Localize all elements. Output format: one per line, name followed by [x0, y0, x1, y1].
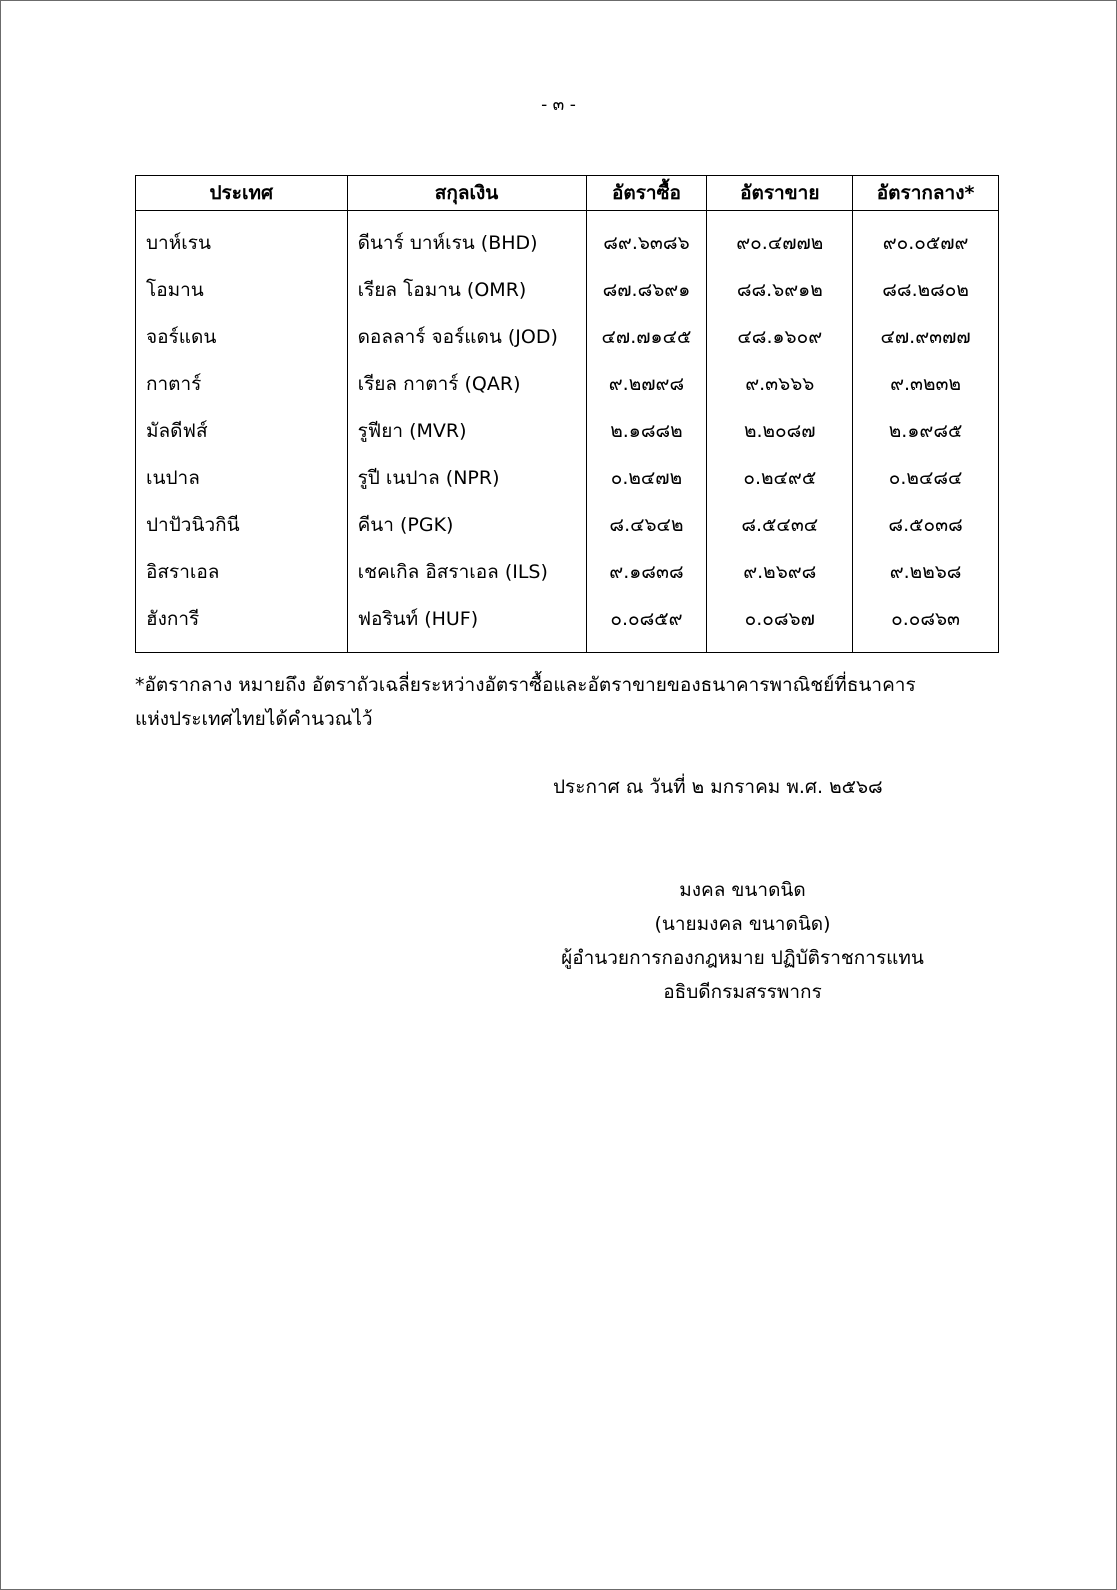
table-row — [136, 266, 999, 313]
cell-buy-rate: ๔๗.๗๑๔๕ — [586, 313, 707, 360]
footnote — [135, 668, 995, 736]
cell-buy-rate: ๐.๒๔๗๒ — [586, 454, 707, 501]
cell-mid-rate: ๙.๓๒๓๒ — [853, 360, 999, 407]
cell-country: บาห์เรน — [136, 211, 348, 267]
cell-country: อิสราเอล — [136, 548, 348, 595]
cell-sell-rate: ๐.๒๔๙๕ — [707, 454, 853, 501]
cell-mid-rate: ๔๗.๙๓๗๗ — [853, 313, 999, 360]
cell-mid-rate: ๒.๑๙๘๕ — [853, 407, 999, 454]
footnote-line-1: *อัตรากลาง หมายถึง อัตราถัวเฉลี่ยระหว่างอัตราซื้อและอัตราขายของธนาคารพาณิชย์ที่ธนาคาร — [135, 674, 916, 696]
cell-currency: เรียล กาตาร์ (QAR) — [347, 360, 586, 407]
cell-buy-rate: ๙.๑๘๓๘ — [586, 548, 707, 595]
signer-full-name: (นายมงคล ขนาดนิด) — [654, 913, 831, 935]
cell-country: โอมาน — [136, 266, 348, 313]
signer-position: ผู้อำนวยการกองกฎหมาย ปฏิบัติราชการแทน — [561, 947, 924, 969]
cell-buy-rate: ๒.๑๘๘๒ — [586, 407, 707, 454]
cell-sell-rate: ๙.๒๖๙๘ — [707, 548, 853, 595]
cell-country: จอร์แดน — [136, 313, 348, 360]
cell-sell-rate: ๙๐.๔๗๗๒ — [707, 211, 853, 267]
cell-country: เนปาล — [136, 454, 348, 501]
cell-mid-rate: ๘.๕๐๓๘ — [853, 501, 999, 548]
table-row — [136, 548, 999, 595]
footnote-line-2: แห่งประเทศไทยได้คำนวณไว้ — [135, 708, 373, 730]
announcement-date: ประกาศ ณ วันที่ ๒ มกราคม พ.ศ. ๒๕๖๘ — [553, 776, 883, 798]
cell-buy-rate: ๙.๒๗๙๘ — [586, 360, 707, 407]
cell-buy-rate: ๐.๐๘๕๙ — [586, 595, 707, 653]
cell-country: มัลดีฟส์ — [136, 407, 348, 454]
exchange-rate-table — [135, 175, 999, 653]
cell-country: ปาปัวนิวกินี — [136, 501, 348, 548]
cell-mid-rate: ๐.๒๔๘๔ — [853, 454, 999, 501]
page-number: - ๓ - — [541, 95, 576, 115]
cell-sell-rate: ๘๘.๖๙๑๒ — [707, 266, 853, 313]
cell-currency: รูฟียา (MVR) — [347, 407, 586, 454]
cell-sell-rate: ๙.๓๖๖๖ — [707, 360, 853, 407]
cell-currency: รูปี เนปาล (NPR) — [347, 454, 586, 501]
header-sell-rate: อัตราขาย — [707, 176, 853, 211]
signer-title: อธิบดีกรมสรรพากร — [663, 981, 822, 1003]
cell-country: ฮังการี — [136, 595, 348, 653]
table-row — [136, 454, 999, 501]
table-row — [136, 595, 999, 653]
cell-buy-rate: ๘๙.๖๓๘๖ — [586, 211, 707, 267]
cell-currency: เชคเกิล อิสราเอล (ILS) — [347, 548, 586, 595]
cell-currency: ฟอรินท์ (HUF) — [347, 595, 586, 653]
table-row — [136, 313, 999, 360]
cell-sell-rate: ๐.๐๘๖๗ — [707, 595, 853, 653]
cell-buy-rate: ๘๗.๘๖๙๑ — [586, 266, 707, 313]
cell-buy-rate: ๘.๔๖๔๒ — [586, 501, 707, 548]
header-mid-rate: อัตรากลาง* — [853, 176, 999, 211]
cell-mid-rate: ๐.๐๘๖๓ — [853, 595, 999, 653]
signer-name: มงคล ขนาดนิด — [679, 879, 806, 901]
cell-sell-rate: ๘.๕๔๓๔ — [707, 501, 853, 548]
header-country: ประเทศ — [136, 176, 348, 211]
table-row — [136, 360, 999, 407]
cell-sell-rate: ๔๘.๑๖๐๙ — [707, 313, 853, 360]
cell-currency: คีนา (PGK) — [347, 501, 586, 548]
cell-currency: ดอลลาร์ จอร์แดน (JOD) — [347, 313, 586, 360]
cell-currency: เรียล โอมาน (OMR) — [347, 266, 586, 313]
cell-currency: ดีนาร์ บาห์เรน (BHD) — [347, 211, 586, 267]
header-currency: สกุลเงิน — [347, 176, 586, 211]
cell-mid-rate: ๘๘.๒๘๐๒ — [853, 266, 999, 313]
table-row — [136, 407, 999, 454]
cell-sell-rate: ๒.๒๐๘๗ — [707, 407, 853, 454]
cell-mid-rate: ๙.๒๒๖๘ — [853, 548, 999, 595]
table-row — [136, 211, 999, 267]
cell-country: กาตาร์ — [136, 360, 348, 407]
signature-block — [480, 873, 1005, 1009]
table-row — [136, 501, 999, 548]
header-buy-rate: อัตราซื้อ — [586, 176, 707, 211]
table-header-row — [136, 176, 999, 211]
cell-mid-rate: ๙๐.๐๕๗๙ — [853, 211, 999, 267]
